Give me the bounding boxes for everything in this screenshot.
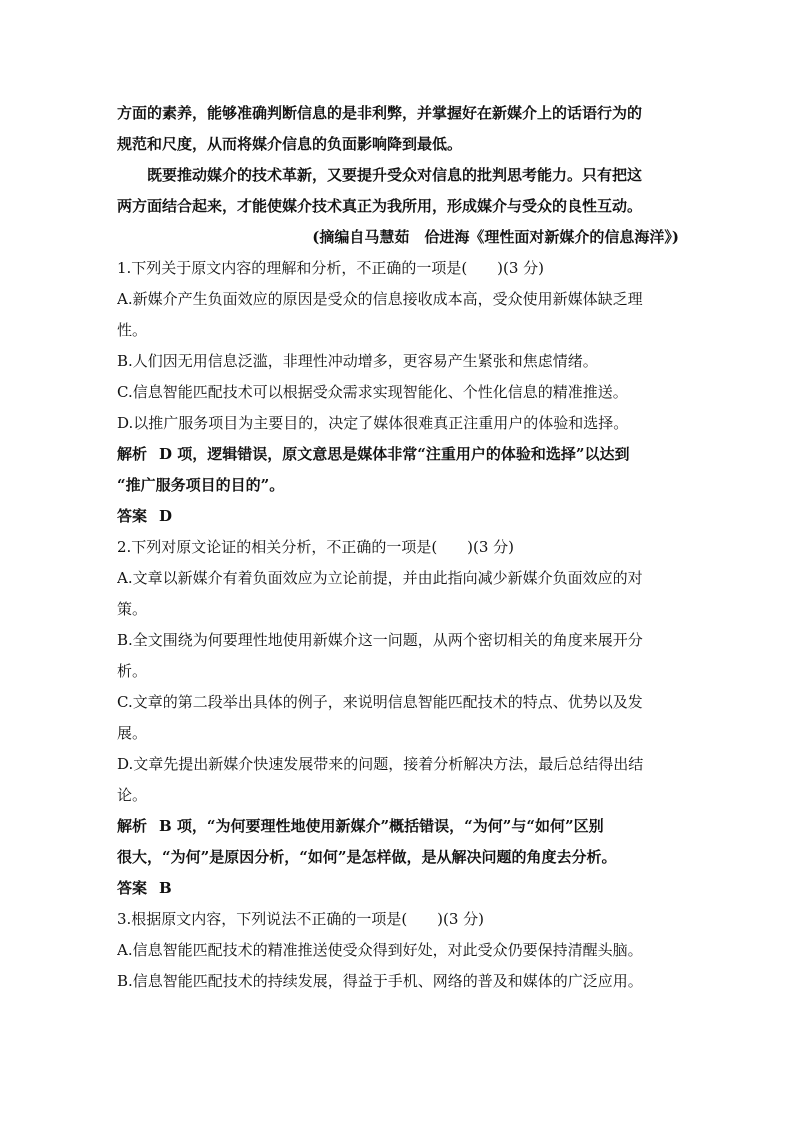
question-3-stem: 3.根据原文内容，下列说法不正确的一项是( )(3 分) (117, 910, 485, 928)
question-2-stem: 2.下列对原文论证的相关分析，不正确的一项是( )(3 分) (117, 538, 515, 556)
question-2-analysis-line-1 (117, 811, 679, 842)
question-1-option-b: B.人们因无用信息泛滥，非理性冲动增多，更容易产生紧张和焦虑情绪。 (117, 352, 598, 370)
question-1-option-a-line-1: A.新媒介产生负面效应的原因是受众的信息接收成本高，受众使用新媒体缺乏理 (117, 290, 643, 308)
question-1-analysis-line-2: “推广服务项目的目的”。 (117, 476, 285, 494)
analysis-text: B 项，“为何要理性地使用新媒介”概括错误，“为何”与“如何”区别 (159, 817, 604, 835)
question-1-option-c: C.信息智能匹配技术可以根据受众需求实现智能化、个性化信息的精准推送。 (117, 383, 628, 401)
question-2-option-b-line-2: 析。 (117, 662, 148, 680)
question-2-analysis-line-2: 很大，“为何”是原因分析，“如何”是怎样做，是从解决问题的角度去分析。 (117, 848, 617, 866)
question-3-option-a: A.信息智能匹配技术的精准推送使受众得到好处，对此受众仍要保持清醒头脑。 (117, 941, 643, 959)
passage-paragraph-1-line-1: 方面的素养，能够准确判断信息的是非利弊，并掌握好在新媒介上的话语行为的 (117, 104, 643, 122)
passage-source: (摘编自马慧茹 佮进海《理性面对新媒介的信息海洋》) (312, 228, 679, 246)
question-1-option-d: D.以推广服务项目为主要目的，决定了媒体很难真正注重用户的体验和选择。 (117, 414, 629, 432)
answer-value: B (159, 879, 172, 897)
answer-value: D (159, 507, 173, 525)
analysis-label: 解析 (117, 445, 148, 463)
analysis-label: 解析 (117, 817, 148, 835)
question-1-analysis-line-1 (117, 439, 679, 470)
question-2-option-d-line-1: D.文章先提出新媒介快速发展带来的问题，接着分析解决方法，最后总结得出结 (117, 755, 644, 773)
question-1-stem: 1.下列关于原文内容的理解和分析，不正确的一项是( )(3 分) (117, 259, 545, 277)
question-2-option-c-line-1: C.文章的第二段举出具体的例子，来说明信息智能匹配技术的特点、优势以及发 (117, 693, 643, 711)
question-1-answer (117, 501, 679, 532)
answer-label: 答案 (117, 879, 148, 897)
question-2-option-b-line-1: B.全文围绕为何要理性地使用新媒介这一问题，从两个密切相关的角度来展开分 (117, 631, 643, 649)
passage-paragraph-2-line-1: 既要推动媒介的技术革新，又要提升受众对信息的批判思考能力。只有把这 (147, 166, 643, 184)
analysis-text: D 项，逻辑错误，原文意思是媒体非常“注重用户的体验和选择”以达到 (159, 445, 630, 463)
answer-label: 答案 (117, 507, 148, 525)
question-2-option-c-line-2: 展。 (117, 724, 148, 742)
question-2-answer (117, 873, 679, 904)
question-1-option-a-line-2: 性。 (117, 321, 148, 339)
question-2-option-d-line-2: 论。 (117, 786, 148, 804)
question-2-option-a-line-2: 策。 (117, 600, 148, 618)
question-3-option-b: B.信息智能匹配技术的持续发展，得益于手机、网络的普及和媒体的广泛应用。 (117, 972, 643, 990)
passage-paragraph-1-line-2: 规范和尺度，从而将媒介信息的负面影响降到最低。 (117, 135, 463, 153)
question-2-option-a-line-1: A.文章以新媒介有着负面效应为立论前提，并由此指向减少新媒介负面效应的对 (117, 569, 643, 587)
passage-paragraph-2-line-2: 两方面结合起来，才能使媒介技术真正为我所用，形成媒介与受众的良性互动。 (117, 197, 643, 215)
document-page (117, 98, 679, 997)
